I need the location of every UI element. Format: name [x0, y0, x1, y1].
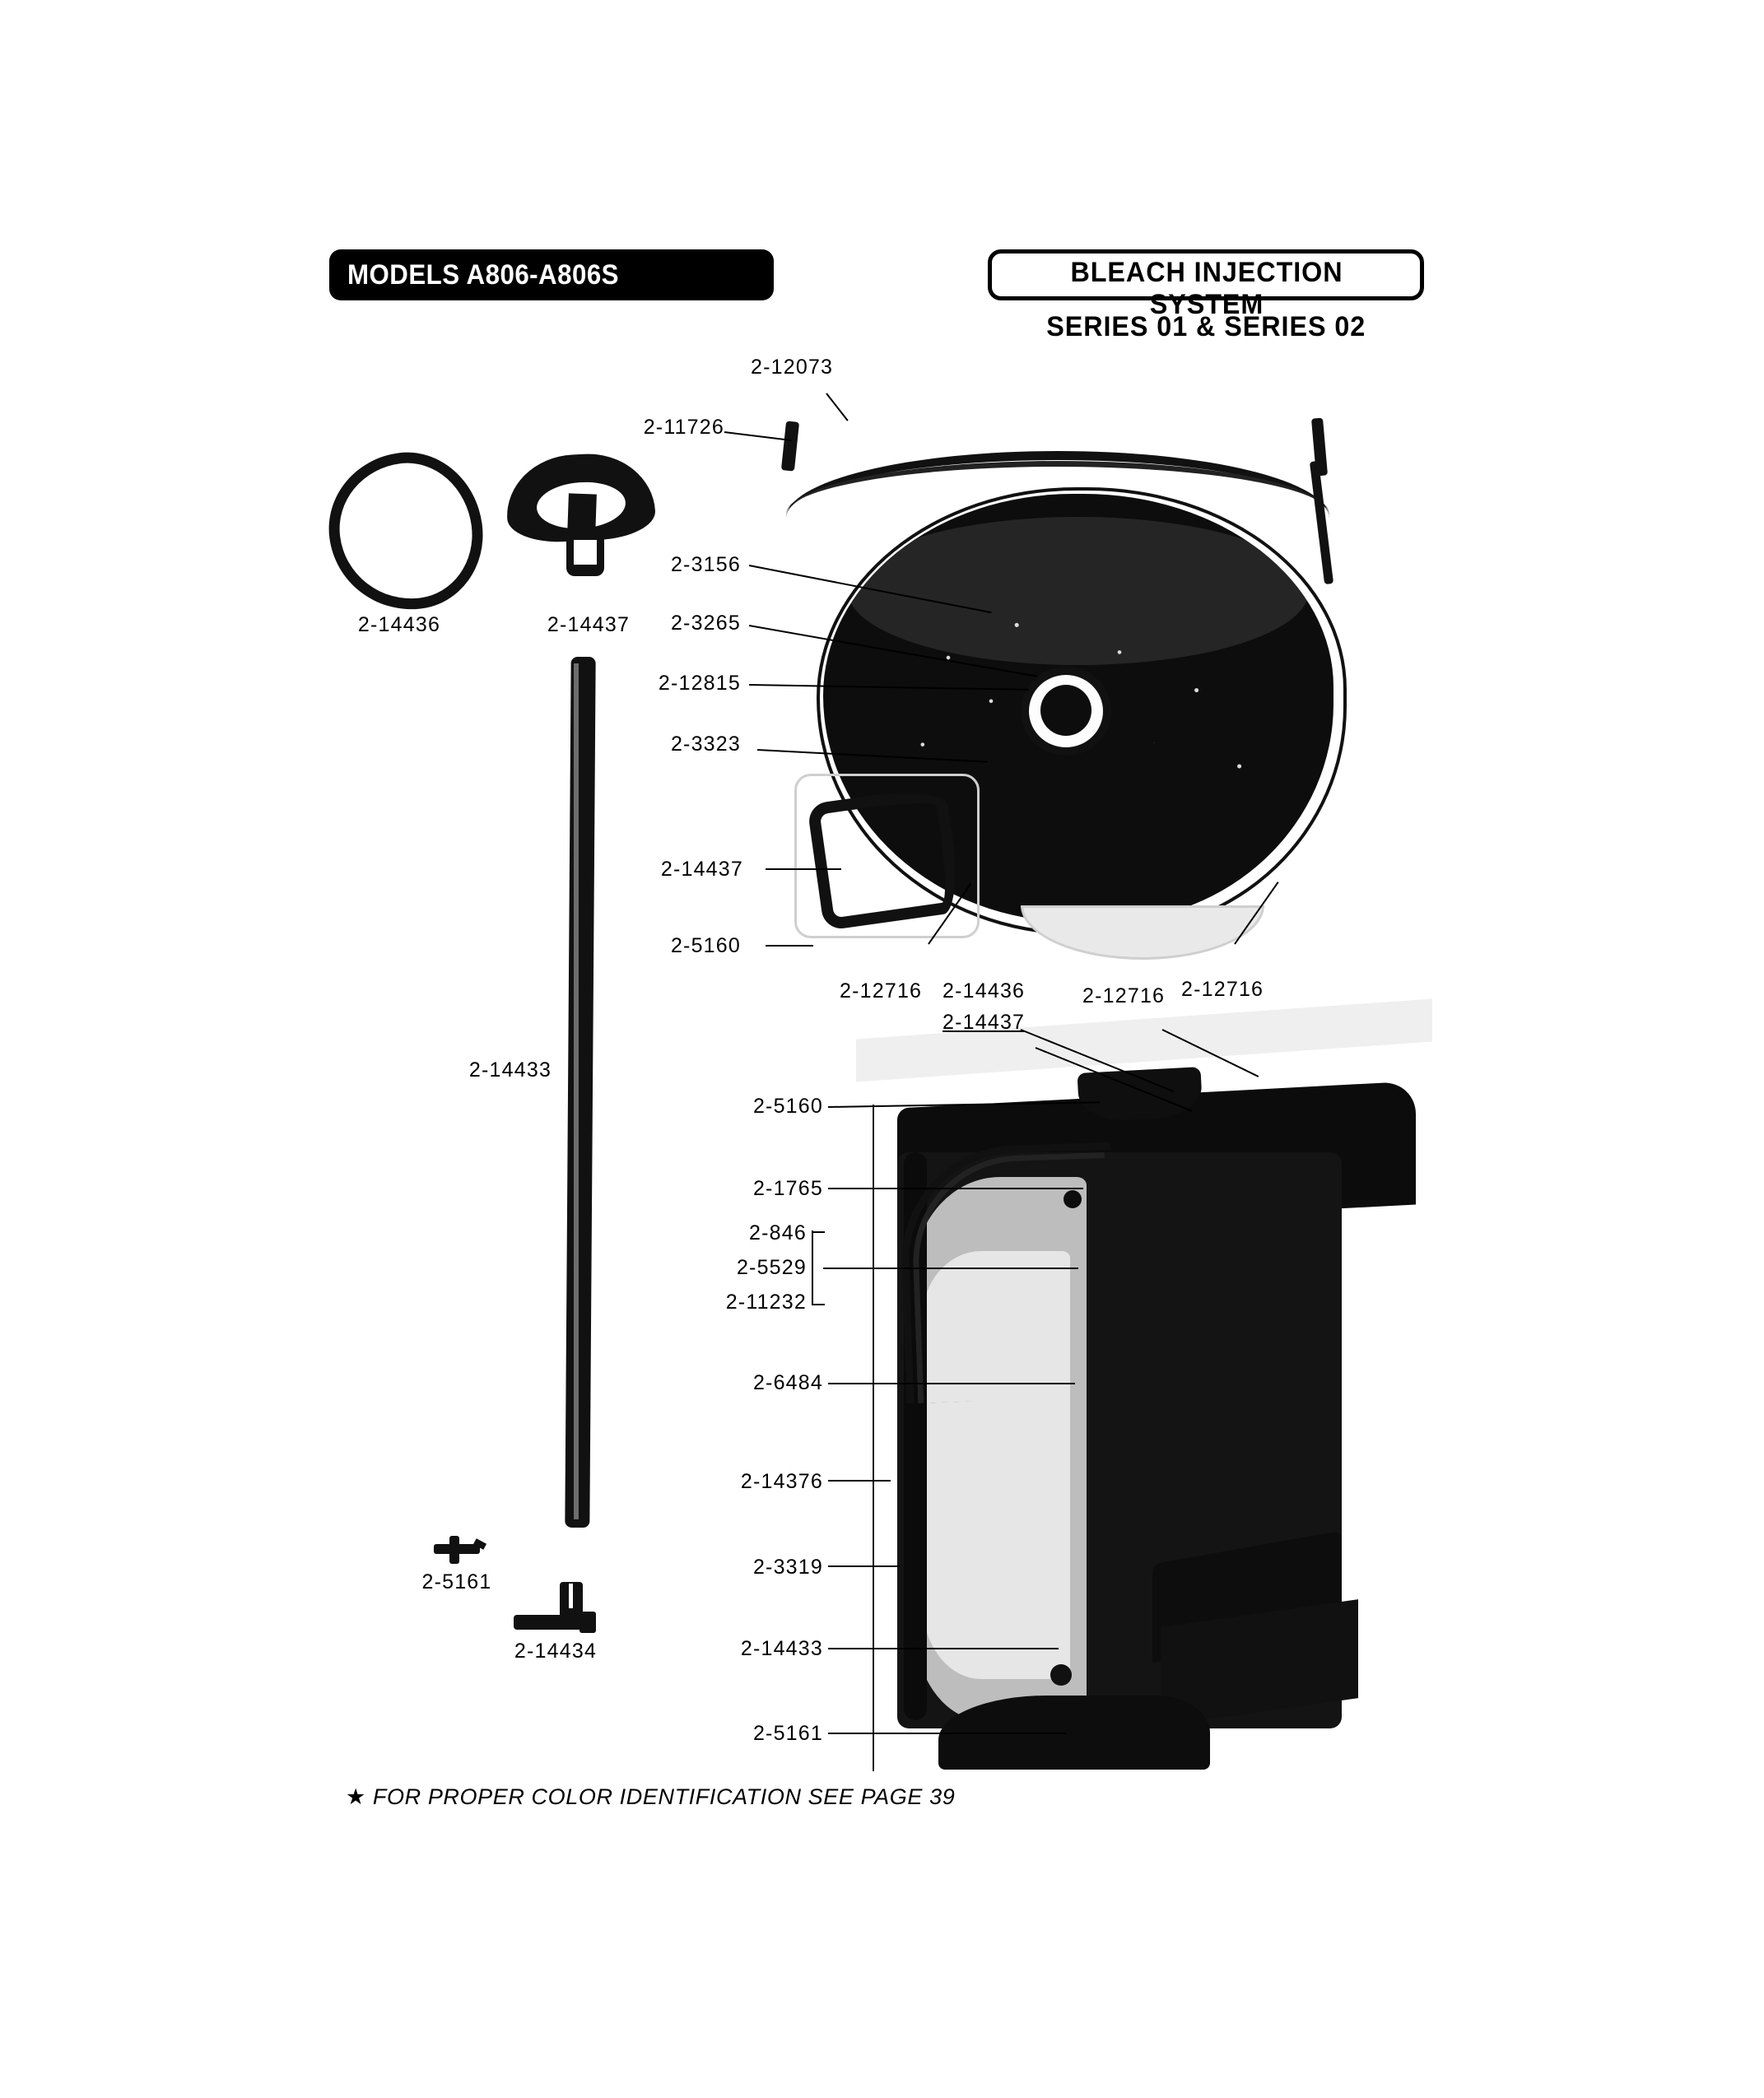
leader-line-12073 [826, 393, 848, 421]
callout-2-6484: 2-6484 [752, 1371, 823, 1394]
leader-line-11726 [724, 431, 792, 441]
washer-bottom-clip-artwork [1050, 1664, 1072, 1686]
leader-line-3319 [828, 1565, 901, 1567]
o-ring-artwork [320, 444, 491, 618]
dispenser-cap-stem-bore-artwork [574, 540, 597, 565]
tub-shadow-artwork [1021, 905, 1264, 960]
callout-2-5529: 2-5529 [736, 1256, 807, 1279]
callout-2-3156: 2-3156 [670, 553, 741, 576]
callout-2-14433-main: 2-14433 [468, 1058, 552, 1082]
models-label: MODELS A806-A806S [347, 258, 620, 291]
callout-2-5161-lower: 2-5161 [752, 1722, 823, 1745]
long-tube-artwork [565, 657, 595, 1528]
callout-2-14437-top: 2-14437 [547, 613, 631, 636]
leader-line-14433-lower [828, 1648, 1059, 1649]
leader-line-5160-upper [766, 945, 813, 947]
leader-vertical-rule [873, 1105, 874, 1771]
leader-line-846 [812, 1231, 825, 1233]
callout-2-14376: 2-14376 [740, 1470, 823, 1493]
color-identification-note [346, 1784, 955, 1810]
callout-2-14436-lower: 2-14436 [943, 979, 1026, 1002]
callout-2-5161-part: 2-5161 [421, 1570, 492, 1593]
clamp-arm-artwork [449, 1536, 459, 1564]
leader-line-1765 [828, 1188, 1083, 1189]
callout-2-12716-right: 2-12716 [1181, 978, 1264, 1001]
callout-2-14437-lower: 2-14437 [943, 1011, 1026, 1034]
agitator-hub-bore-artwork [1040, 685, 1091, 736]
callout-2-11726: 2-11726 [643, 416, 724, 439]
color-identification-note-text: FOR PROPER COLOR IDENTIFICATION SEE PAGE 39 [372, 1784, 956, 1809]
hose-left-connector-artwork [781, 421, 799, 471]
callout-2-3319: 2-3319 [752, 1556, 823, 1579]
callout-2-14434: 2-14434 [514, 1640, 598, 1663]
star-icon: ★ [346, 1784, 366, 1809]
washer-hose-clip-artwork [1064, 1190, 1082, 1208]
callout-2-11232: 2-11232 [725, 1291, 807, 1314]
callout-2-12815: 2-12815 [658, 672, 741, 695]
callout-2-3323: 2-3323 [670, 733, 741, 756]
leader-line-5161-lower [828, 1733, 1067, 1734]
washer-hose-inner-artwork [910, 1152, 1113, 1403]
callout-2-12716-left: 2-12716 [840, 979, 923, 1002]
dispenser-cap-notch-artwork [567, 493, 597, 537]
callout-2-5160-lower: 2-5160 [752, 1095, 823, 1118]
leader-line-group-out [823, 1268, 1078, 1269]
callout-2-14437-funnel: 2-14437 [660, 858, 743, 881]
hose-right-tail-artwork [1310, 461, 1333, 584]
page-title: BLEACH INJECTION SYSTEM [1070, 257, 1343, 320]
callout-2-14436-top: 2-14436 [357, 613, 441, 636]
callout-2-12073: 2-12073 [751, 356, 834, 379]
leader-line-14376 [828, 1480, 891, 1482]
callout-2-3265: 2-3265 [670, 612, 741, 635]
leader-bracket-group [812, 1230, 813, 1305]
callout-2-5160-upper: 2-5160 [670, 934, 741, 957]
tee-fitting-end-artwork [579, 1612, 596, 1633]
callout-2-12716-mid: 2-12716 [1082, 984, 1166, 1007]
tee-fitting-slot-artwork [569, 1584, 573, 1608]
leader-line-6484 [828, 1383, 1075, 1384]
leader-line-11232 [812, 1304, 825, 1305]
callout-2-846: 2-846 [749, 1221, 807, 1244]
models-banner [329, 249, 774, 300]
callout-2-1765: 2-1765 [752, 1177, 823, 1200]
long-tube-highlight-artwork [574, 663, 579, 1519]
leader-line-14437-funnel [766, 868, 841, 870]
callout-2-14433-lower: 2-14433 [740, 1637, 823, 1660]
page-subtitle: SERIES 01 & SERIES 02 [1046, 311, 1366, 342]
bleach-funnel-artwork [807, 785, 963, 931]
